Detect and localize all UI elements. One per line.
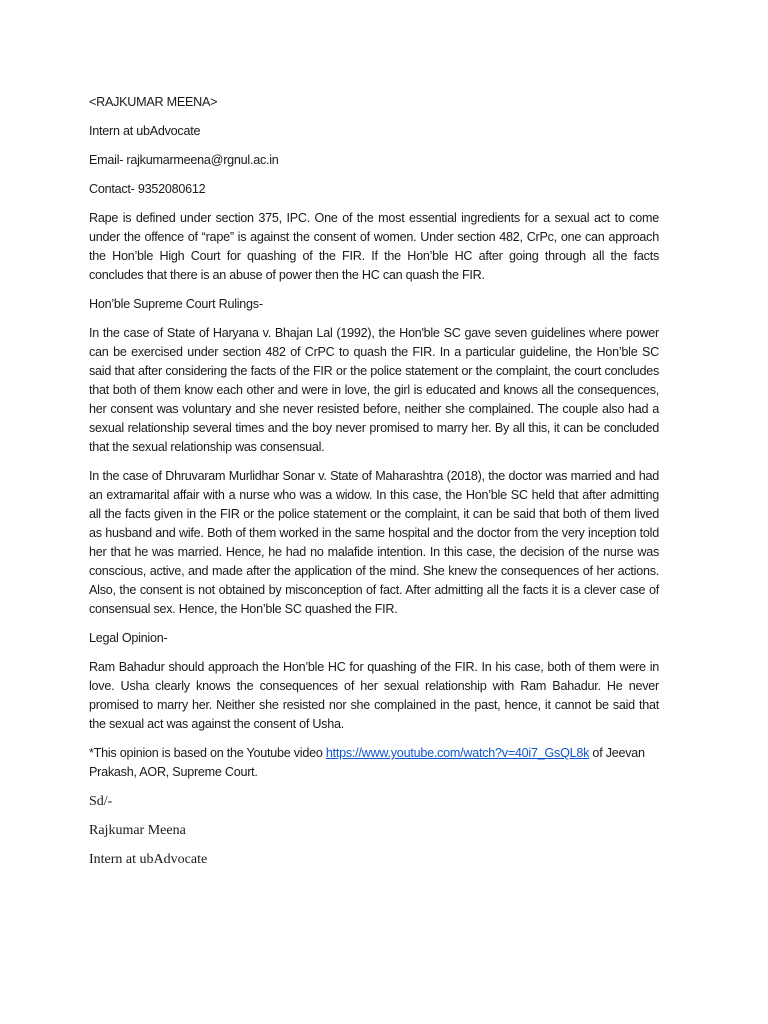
- author-email: Email- rajkumarmeena@rgnul.ac.in: [89, 153, 279, 167]
- author-name: <RAJKUMAR MEENA>: [89, 95, 218, 109]
- author-contact: Contact- 9352080612: [89, 182, 206, 196]
- youtube-link[interactable]: https://www.youtube.com/watch?v=40i7_GsQL8k: [325, 746, 590, 760]
- case-bhajan-lal-paragraph: In the case of State of Haryana v. Bhajan Lal (1992), the Hon'ble SC gave seven guidelines where power can be exercised under section 482 of CrPC to quash the FIR. In a particular guideline, the Hon’ble SC said that after considering the facts of the FIR or the police statement or the complaint, the court concludes that both of them know each other and were in love, the girl is educated and knows all the consequences, her consent was voluntary and she never resisted before, neither she complained. The couple also had a sexual relationship several times and the boy never promised to marry her. By all this, it can be concluded that the sexual relationship was consensual.: [89, 326, 659, 454]
- legal-opinion-paragraph: Ram Bahadur should approach the Hon’ble HC for quashing of the FIR. In his case, both of them were in love. Usha clearly knows the consequences of her sexual relationship with Ram Bahadur. He never promised to marry her. Neither she resisted nor she complained in the past, hence, it cannot be said that the sexual act was against the consent of Usha.: [89, 660, 659, 731]
- source-note-prefix: *This opinion is based on the Youtube video: [89, 746, 326, 760]
- case-dhruvaram-paragraph: In the case of Dhruvaram Murlidhar Sonar v. State of Maharashtra (2018), the doctor was married and had an extramarital affair with a nurse who was a widow. In this case, the Hon’ble SC held that after admitting all the facts given in the FIR or the police statement or the complaint, it can be said that both of them lived as husband and wife. Both of them worked in the same hospital and the doctor from the very inception told her that he was married. Hence, he had no malafide intention. In this case, the decision of the nurse was conscious, active, and made after the application of the mind. She knew the consequences of her actions. Also, the consent is not obtained by misconception of fact. After admitting all the facts it is a clever case of consensual sex. Hence, the Hon’ble SC quashed the FIR.: [89, 469, 659, 616]
- intro-paragraph: Rape is defined under section 375, IPC. One of the most essential ingredients for a sexual act to come under the offence of “rape” is against the consent of women. Under section 482, CrPc, one can approach the Hon’ble High Court for quashing of the FIR. If the Hon’ble HC after going through all the facts concludes that there is an abuse of power then the HC can quash the FIR.: [89, 211, 659, 282]
- source-note-suffix: of Jeevan Prakash, AOR, Supreme Court.: [89, 746, 645, 779]
- source-note: [89, 744, 659, 782]
- legal-opinion-heading: Legal Opinion-: [89, 631, 168, 645]
- rulings-heading: Hon’ble Supreme Court Rulings-: [89, 297, 263, 311]
- signature-sd: Sd/-: [89, 794, 113, 809]
- signature-name: Rajkumar Meena: [89, 823, 186, 838]
- signature-position: Intern at ubAdvocate: [89, 852, 208, 867]
- document-page: [89, 93, 659, 879]
- author-position: Intern at ubAdvocate: [89, 124, 201, 138]
